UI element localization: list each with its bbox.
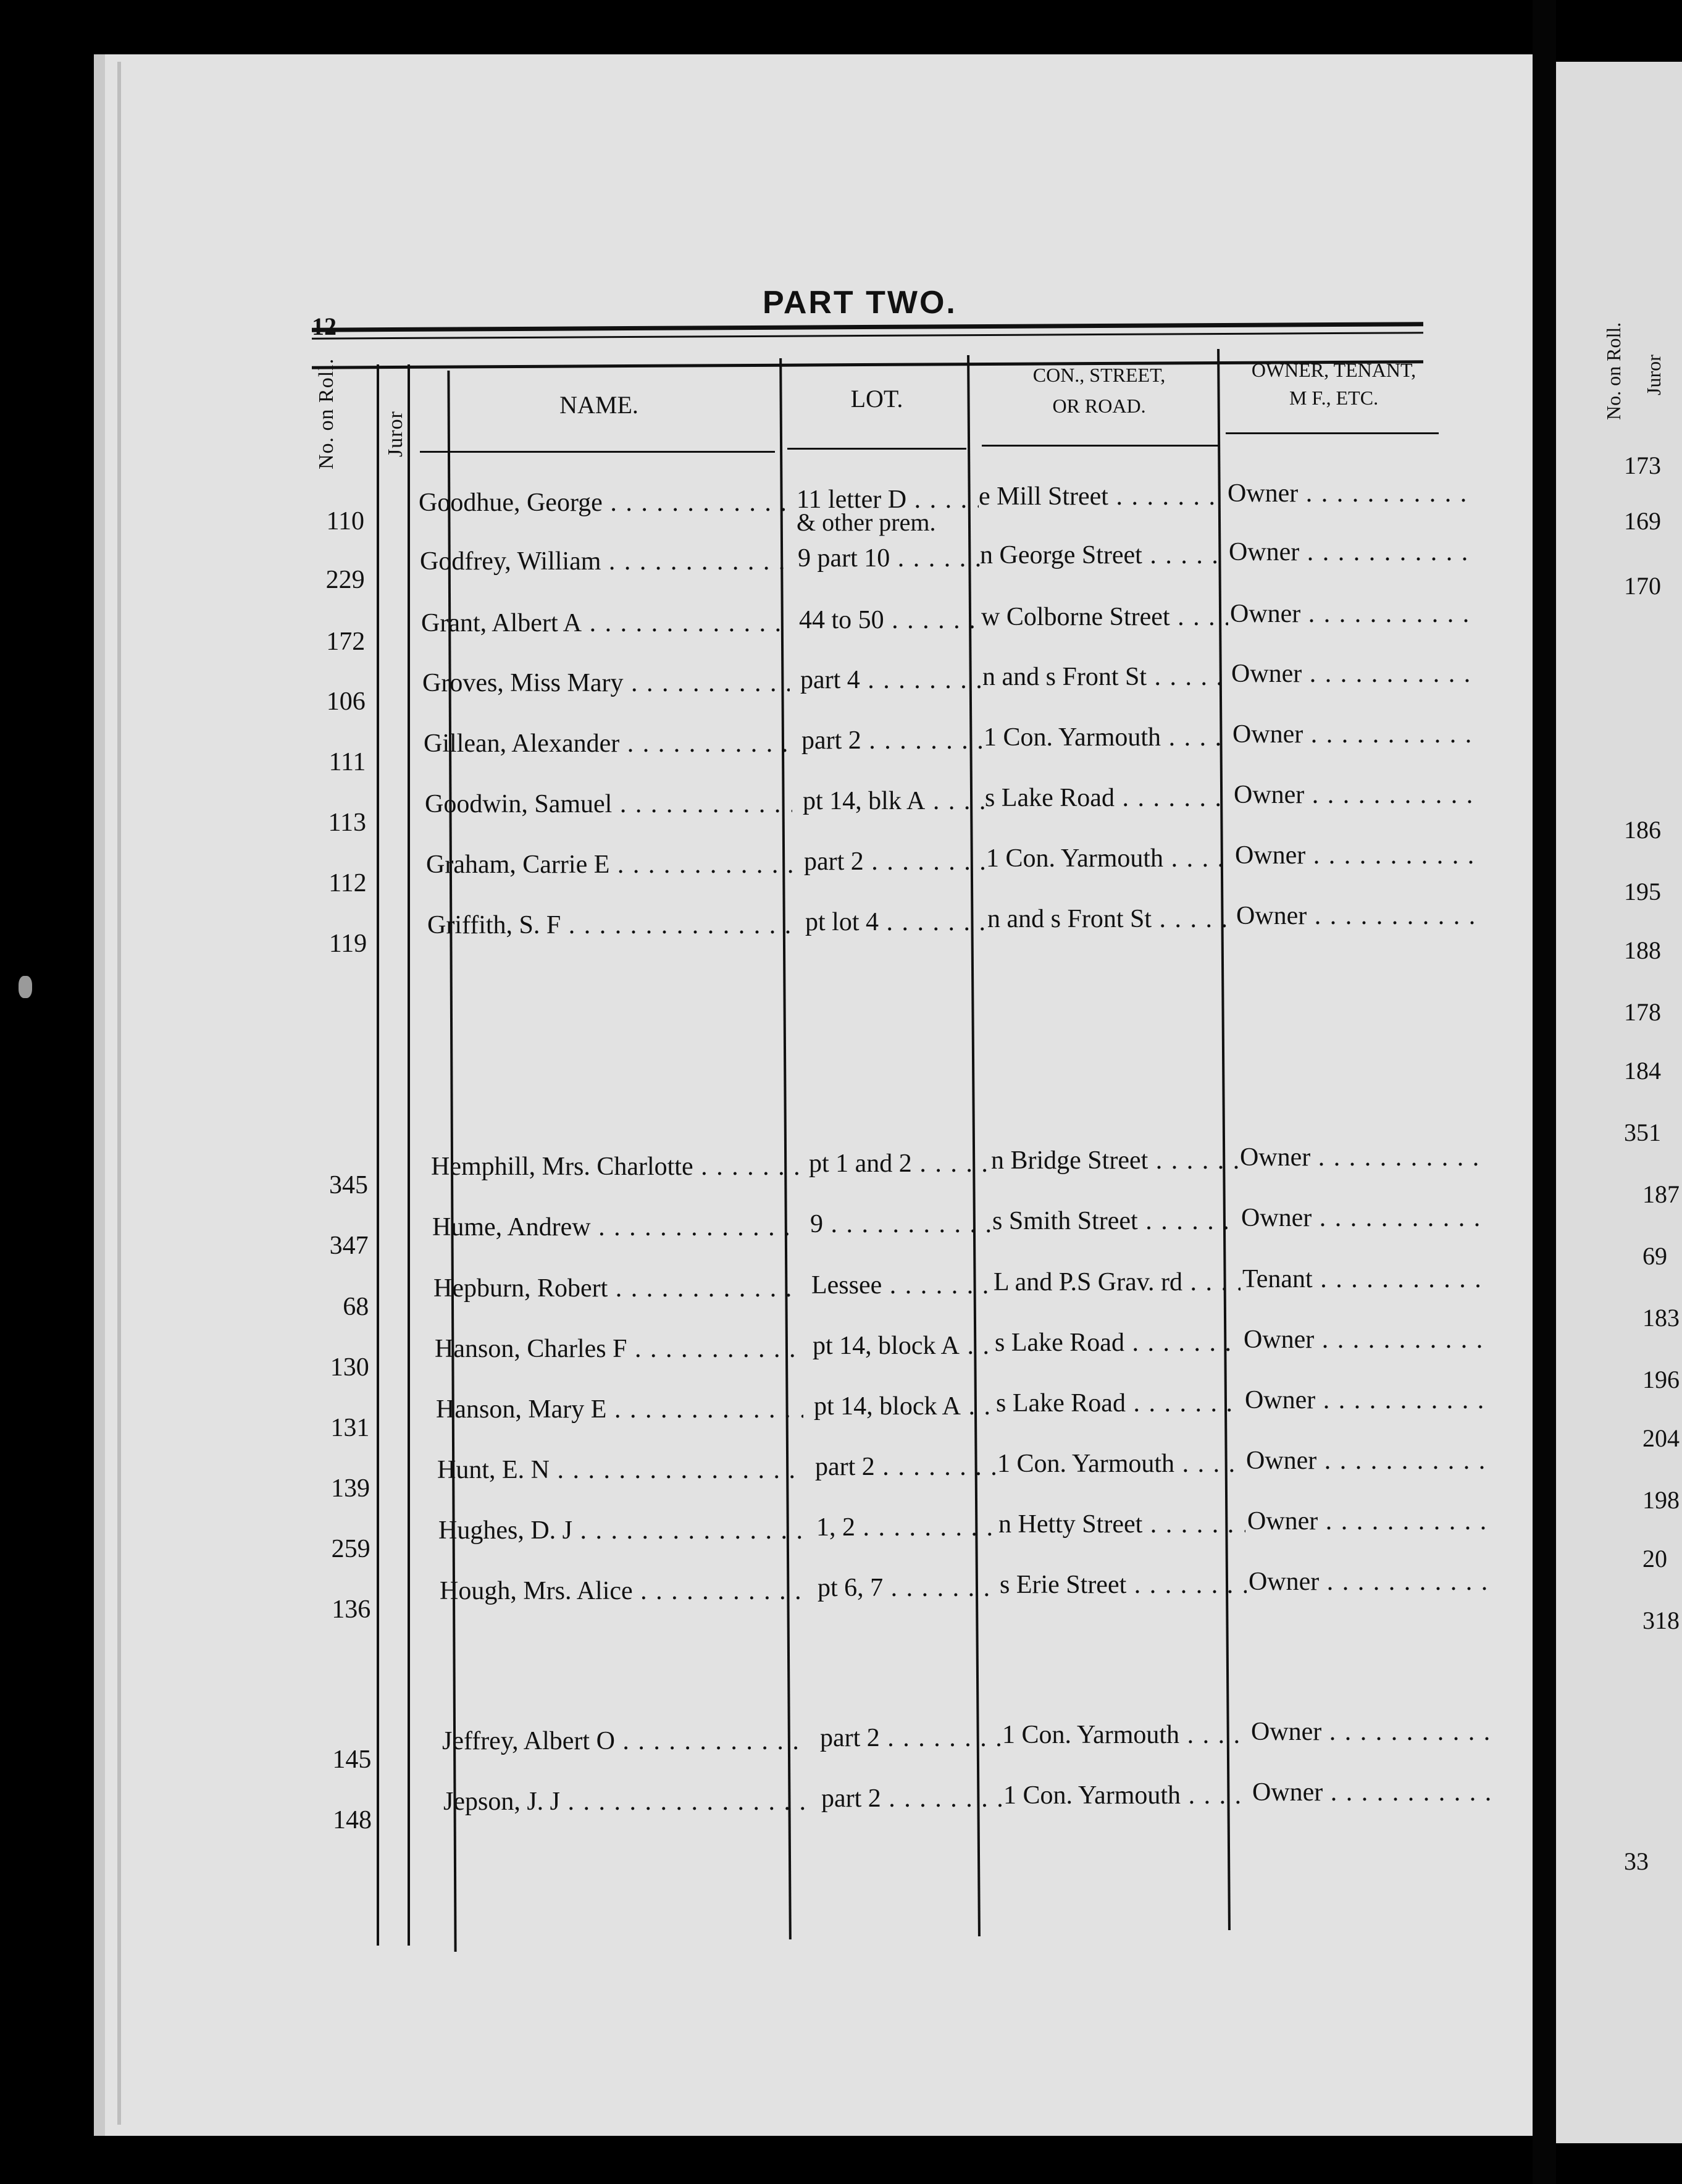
street-or-road: s Lake Road . . . <box>995 1328 1242 1358</box>
lot-description: Lessee . . . <box>811 1270 994 1300</box>
facing-roll-number: 20 <box>1642 1545 1667 1573</box>
table-row <box>0 538 1482 596</box>
owner-name: Hanson, Charles F . . . <box>435 1334 802 1364</box>
roll-number: 106 <box>326 687 366 716</box>
tenure-status: Owner . . . <box>1246 1446 1487 1476</box>
table-row <box>0 1507 1482 1565</box>
page-number: 12 <box>312 313 337 340</box>
roll-number: 136 <box>332 1595 371 1624</box>
table-row <box>0 600 1482 658</box>
owner-name: Goodhue, George . . . <box>419 488 786 518</box>
header-owner-line2: M F., ETC. <box>1289 387 1379 409</box>
table-row <box>0 1778 1482 1836</box>
facing-roll-number: 178 <box>1624 998 1661 1026</box>
header-underline-lot <box>787 448 966 450</box>
street-or-road: s Smith Street . . . <box>992 1206 1239 1236</box>
facing-roll-number: 318 <box>1642 1606 1680 1634</box>
facing-header-juror: Juror <box>1642 355 1665 395</box>
facing-roll-number: 196 <box>1642 1366 1680 1393</box>
lot-description: pt 14, block A . . . <box>814 1392 996 1421</box>
owner-name: Hughes, D. J . . . <box>438 1516 806 1545</box>
street-or-road: 1 Con. Yarmouth . . . <box>1002 1720 1249 1750</box>
header-name: NAME. <box>559 391 638 419</box>
lot-description: pt 14, blk A . . . <box>803 786 985 816</box>
table-row <box>0 1568 1482 1626</box>
header-owner-line1: OWNER, TENANT, <box>1251 359 1416 381</box>
roll-number: 148 <box>333 1806 372 1834</box>
street-or-road: s Lake Road . . . <box>985 783 1232 813</box>
tenure-status: Owner . . . <box>1235 841 1476 870</box>
lot-description: part 2 . . . <box>801 726 984 755</box>
roll-number: 229 <box>325 566 365 594</box>
street-or-road: 1 Con. Yarmouth . . . <box>1003 1781 1250 1810</box>
table-row <box>0 660 1482 718</box>
facing-roll-number: 183 <box>1642 1304 1680 1332</box>
lot-description: 9 . . . <box>810 1209 992 1239</box>
lot-description: pt 14, block A . . . <box>813 1331 995 1361</box>
street-or-road: 1 Con. Yarmouth . . . <box>984 723 1231 752</box>
tenure-status: Owner . . . <box>1249 1567 1489 1597</box>
facing-roll-number: 169 <box>1624 507 1661 535</box>
table-row <box>0 1265 1482 1323</box>
tenure-status: Tenant . . . <box>1242 1264 1483 1294</box>
header-road-line1: CON., STREET, <box>1032 364 1166 386</box>
table-row <box>0 1447 1482 1505</box>
facing-roll-number: 188 <box>1624 936 1661 964</box>
lot-description: 11 letter D . . . <box>797 485 979 514</box>
owner-name: Graham, Carrie E . . . <box>426 850 793 880</box>
facing-header-roll: No. on Roll. <box>1602 322 1625 420</box>
table-row <box>0 720 1482 778</box>
roll-number: 68 <box>343 1293 369 1321</box>
street-or-road: n and s Front St . . . <box>987 904 1234 934</box>
street-or-road: s Erie Street . . . <box>1000 1570 1247 1600</box>
table-row <box>0 1718 1482 1776</box>
owner-name: Grant, Albert A . . . <box>421 608 789 638</box>
tenure-status: Owner . . . <box>1228 479 1468 508</box>
table-row <box>0 1204 1482 1262</box>
street-or-road: s Lake Road . . . <box>996 1388 1243 1418</box>
lot-description: 44 to 50 . . . <box>799 605 981 635</box>
lot-description: pt 1 and 2 . . . <box>809 1149 991 1178</box>
table-row <box>0 902 1482 960</box>
facing-roll-number: 204 <box>1642 1424 1680 1452</box>
tenure-status: Owner . . . <box>1236 901 1477 931</box>
roll-number: 110 <box>326 507 364 536</box>
owner-name: Jepson, J. J . . . <box>443 1787 811 1816</box>
street-or-road: 1 Con. Yarmouth . . . <box>986 844 1233 873</box>
facing-roll-number: 184 <box>1624 1057 1661 1085</box>
lot-description: part 2 . . . <box>821 1784 1003 1813</box>
table-row <box>0 479 1482 537</box>
facing-roll-number: 198 <box>1642 1486 1680 1514</box>
facing-roll-number: 69 <box>1642 1242 1667 1270</box>
lot-description: part 2 . . . <box>820 1723 1002 1753</box>
header-road-line2: OR ROAD. <box>1052 395 1146 417</box>
table-row <box>0 1386 1482 1444</box>
tenure-status: Owner . . . <box>1241 1203 1482 1233</box>
table-row <box>0 1325 1482 1384</box>
street-or-road: n George Street . . . <box>980 540 1227 570</box>
owner-name: Goodwin, Samuel . . . <box>425 789 792 819</box>
tenure-status: Owner . . . <box>1230 599 1471 629</box>
street-or-road: n Hetty Street . . . <box>998 1510 1245 1539</box>
tenure-status: Owner . . . <box>1234 780 1475 810</box>
tenure-status: Owner . . . <box>1244 1325 1484 1354</box>
lot-description: part 2 . . . <box>804 847 986 876</box>
street-or-road: n and s Front St . . . <box>982 662 1229 692</box>
lot-description: pt lot 4 . . . <box>805 907 987 937</box>
owner-name: Hanson, Mary E . . . <box>436 1395 803 1424</box>
owner-name: Groves, Miss Mary . . . <box>422 668 790 698</box>
tenure-status: Owner . . . <box>1245 1385 1486 1415</box>
lot-description: part 4 . . . <box>800 665 982 695</box>
table-row <box>0 781 1482 839</box>
facing-roll-number: 187 <box>1642 1180 1680 1208</box>
facing-roll-number: 173 <box>1624 452 1661 479</box>
tenure-status: Owner . . . <box>1252 1778 1493 1807</box>
owner-name: Griffith, S. F . . . <box>427 910 795 940</box>
header-underline-road <box>982 445 1220 447</box>
tenure-status: Owner . . . <box>1251 1717 1492 1747</box>
tenure-status: Owner . . . <box>1240 1143 1481 1172</box>
roll-number: 172 <box>326 628 366 656</box>
roll-number: 145 <box>332 1745 372 1774</box>
header-underline-owner <box>1226 432 1439 434</box>
book-gutter <box>1533 0 1556 2184</box>
owner-name: Hepburn, Robert . . . <box>433 1274 801 1303</box>
facing-roll-number: 351 <box>1624 1119 1661 1146</box>
tenure-status: Owner . . . <box>1247 1506 1488 1536</box>
street-or-road: n Bridge Street . . . <box>991 1146 1238 1175</box>
roll-number: 130 <box>330 1353 369 1382</box>
roll-number: 139 <box>331 1474 370 1503</box>
roll-number: 119 <box>328 930 367 958</box>
lot-description: part 2 . . . <box>815 1452 997 1482</box>
owner-name: Hunt, E. N . . . <box>437 1455 805 1485</box>
owner-name: Hemphill, Mrs. Charlotte . . . <box>431 1152 798 1182</box>
roll-number: 112 <box>328 869 367 897</box>
lot-description: 9 part 10 . . . <box>798 544 980 573</box>
street-or-road: w Colborne Street . . . <box>981 602 1228 632</box>
facing-roll-number: 195 <box>1624 878 1661 905</box>
tenure-status: Owner . . . <box>1232 720 1473 749</box>
table-row <box>0 841 1482 899</box>
lot-description: 1, 2 . . . <box>816 1513 998 1542</box>
owner-name: Godfrey, William . . . <box>420 547 787 576</box>
facing-roll-number: 33 <box>1624 1847 1649 1875</box>
table-row <box>0 1143 1482 1201</box>
owner-name: Hough, Mrs. Alice . . . <box>440 1576 807 1606</box>
header-lot: LOT. <box>850 385 903 413</box>
facing-roll-number: 170 <box>1624 572 1661 600</box>
roll-number: 259 <box>331 1535 370 1563</box>
street-or-road: L and P.S Grav. rd . . . <box>994 1267 1241 1297</box>
roll-number: 347 <box>329 1232 369 1260</box>
roll-number: 113 <box>328 808 366 837</box>
roll-number: 345 <box>329 1171 368 1199</box>
owner-name: Hume, Andrew . . . <box>432 1212 800 1242</box>
owner-name: Gillean, Alexander . . . <box>424 729 791 758</box>
header-juror: Juror <box>384 411 407 457</box>
scan-artifact <box>19 976 32 998</box>
roll-number: 131 <box>330 1414 370 1442</box>
tenure-status: Owner . . . <box>1231 659 1472 689</box>
street-or-road: 1 Con. Yarmouth . . . <box>997 1449 1244 1479</box>
roll-number: 111 <box>328 748 366 776</box>
lot-continuation: & other prem. <box>797 508 936 536</box>
lot-description: pt 6, 7 . . . <box>818 1573 1000 1603</box>
page-title: PART TWO. <box>763 285 957 321</box>
street-or-road: e Mill Street . . . <box>979 482 1226 511</box>
owner-name: Jeffrey, Albert O . . . <box>442 1726 810 1756</box>
header-underline-name <box>420 451 775 453</box>
tenure-status: Owner . . . <box>1229 537 1470 567</box>
facing-roll-number: 186 <box>1624 816 1661 844</box>
header-roll: No. on Roll. <box>315 358 338 469</box>
